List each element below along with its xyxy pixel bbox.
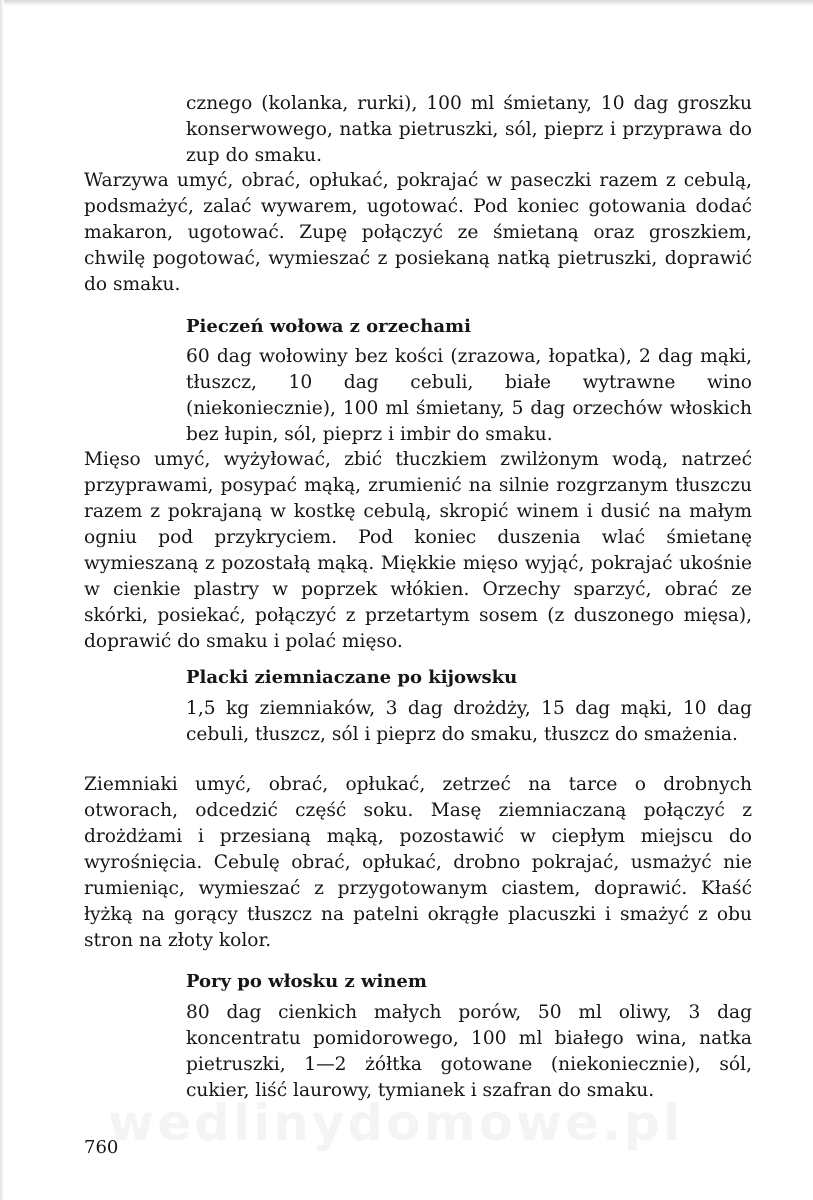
page-number: 760 — [84, 1137, 119, 1158]
recipe-title: Pieczeń wołowa z orzechami — [186, 316, 471, 337]
page-left-edge — [0, 0, 4, 1200]
recipe-ingredients: 60 dag wołowiny bez kości (zrazowa, łopatka), 2 dag mąki, tłuszcz, 10 dag cebuli, białe wytrawne wino (niekoniecznie), 100 ml śmietany, 5 dag orzechów włoskich bez łupin, sól, pieprz i imbir do smaku. — [186, 346, 752, 445]
recipe-title: Placki ziemniaczane po kijowsku — [186, 667, 518, 688]
continued-method: Warzywa umyć, obrać, opłukać, pokrajać w paseczki razem z cebulą, podsmażyć, zalać wywarem, ugotować. Pod koniec gotowania dodać makaron, ugotować. Zupę połączyć ze śmietaną oraz groszkiem, chwilę pogotować, wymieszać z posiekaną natką pietruszki, doprawić do smaku. — [84, 170, 752, 295]
recipe-ingredients: 1,5 kg ziemniaków, 3 dag drożdży, 15 dag mąki, 10 dag cebuli, tłuszcz, sól i pieprz do smaku, tłuszcz do smażenia. — [186, 698, 752, 745]
continued-ingredients: cznego (kolanka, rurki), 100 ml śmietany, 10 dag groszku konserwowego, natka pietruszki, sól, pieprz i przyprawa do zup do smaku. — [186, 93, 752, 166]
recipe-method: Ziemniaki umyć, obrać, opłukać, zetrzeć na tarce o drobnych otworach, odcedzić część soku. Masę ziemniaczaną połączyć z drożdżami i przesianą mąką, pozostawić w ciepłym miejscu do wyrośnięcia. Cebulę obrać, opłukać, drobno pokrajać, usmażyć nie rumieniąc, wymieszać z przygotowanym ciastem, doprawić. Kłaść łyżką na gorący tłuszcz na patelni okrągłe placuszki i smażyć z obu stron na złoty kolor. — [84, 774, 752, 951]
page-top-edge — [0, 0, 813, 6]
recipe-title: Pory po włosku z winem — [186, 971, 427, 992]
recipe-ingredients: 80 dag cienkich małych porów, 50 ml oliwy, 3 dag koncentratu pomidorowego, 100 ml białego wina, natka pietruszki, 1—2 żółtka gotowane (niekoniecznie), sól, cukier, liść laurowy, tymianek i szafran do smaku. — [186, 1002, 752, 1101]
recipe-method: Mięso umyć, wyżyłować, zbić tłuczkiem zwilżonym wodą, natrzeć przyprawami, posypać mąką, zrumienić na silnie rozgrzanym tłuszczu razem z pokrajaną w kostkę cebulą, skropić winem i dusić na małym ogniu pod przykryciem. Pod koniec duszenia wlać śmietanę wymieszaną z pozostałą mąką. Miękkie mięso wyjąć, pokrajać ukośnie w cienkie plastry w poprzek włókien. Orzechy sparzyć, obrać ze skórki, posiekać, połączyć z przetartym sosem (z duszonego mięsa), doprawić do smaku i polać mięso. — [84, 449, 752, 652]
